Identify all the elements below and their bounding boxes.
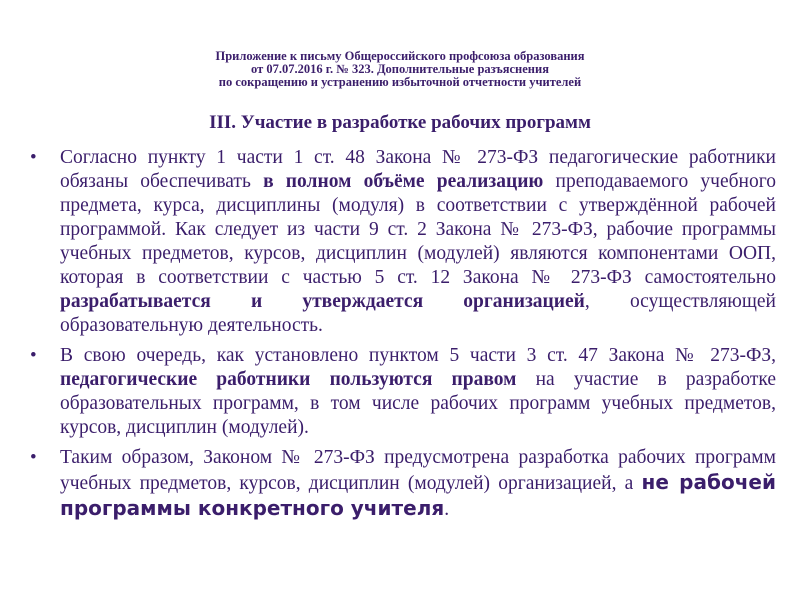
emphasis-span: в полном объёме реализацию [263,171,544,192]
bullet-1-text [60,147,776,336]
emphasis-span: педагогические работники пользуются правом [60,369,517,390]
bullet-marker: • [30,345,37,366]
text-span: , осуществляющей образовательную деятельность. [60,291,776,336]
text-span: В свою очередь, как установлено пунктом 5 части 3 ст. 47 Закона № 273-ФЗ, [60,345,776,366]
text-span: на участие в разработке образовательных программ, в том числе рабочих программ учебных предметов, курсов, дисциплин (модулей). [60,369,776,438]
bullet-3-text [60,447,776,520]
bullet-marker: • [30,447,37,468]
bullet-item-1 [30,146,776,338]
bullet-item-3 [30,446,776,522]
header-line-2: от 07.07.2016 г. № 323. Дополнительные разъяснения [251,62,549,76]
header-line-3: по сокращению и устранению избыточной отчетности учителей [218,75,582,89]
document-header [0,50,800,89]
text-span: . [444,499,450,520]
text-span: Согласно пункту 1 части 1 ст. 48 Закона № 273-ФЗ педагогические работники обязаны обеспечивать [60,147,776,192]
emphasis-span: разрабатывается и утверждается организацией [60,291,585,312]
bullet-item-2 [30,344,776,440]
bullet-2-text [60,345,776,438]
emphasis-span: не рабочей программы конкретного учителя [60,470,777,520]
bullet-list [30,146,776,528]
text-span: Таким образом, Законом № 273-ФЗ предусмотрена разработка рабочих программ учебных предметов, курсов, дисциплин (модулей) организацией, а [60,447,776,494]
bullet-marker: • [30,147,37,168]
header-line-1: Приложение к письму Общероссийского профсоюза образования [215,49,585,63]
text-span: преподаваемого учебного предмета, курса, дисциплины (модуля) в соответствии с утверждённой рабочей программой. Как следует из части 9 ст. 2 Закона № 273-ФЗ, рабочие программы учебных предметов, курсов, дисциплин (модулей) являются компонентами ООП, которая в соответствии с частью 5 ст. 12 Закона № 273-ФЗ самостоятельно [60,171,776,288]
section-title: III. Участие в разработке рабочих программ [209,112,591,133]
